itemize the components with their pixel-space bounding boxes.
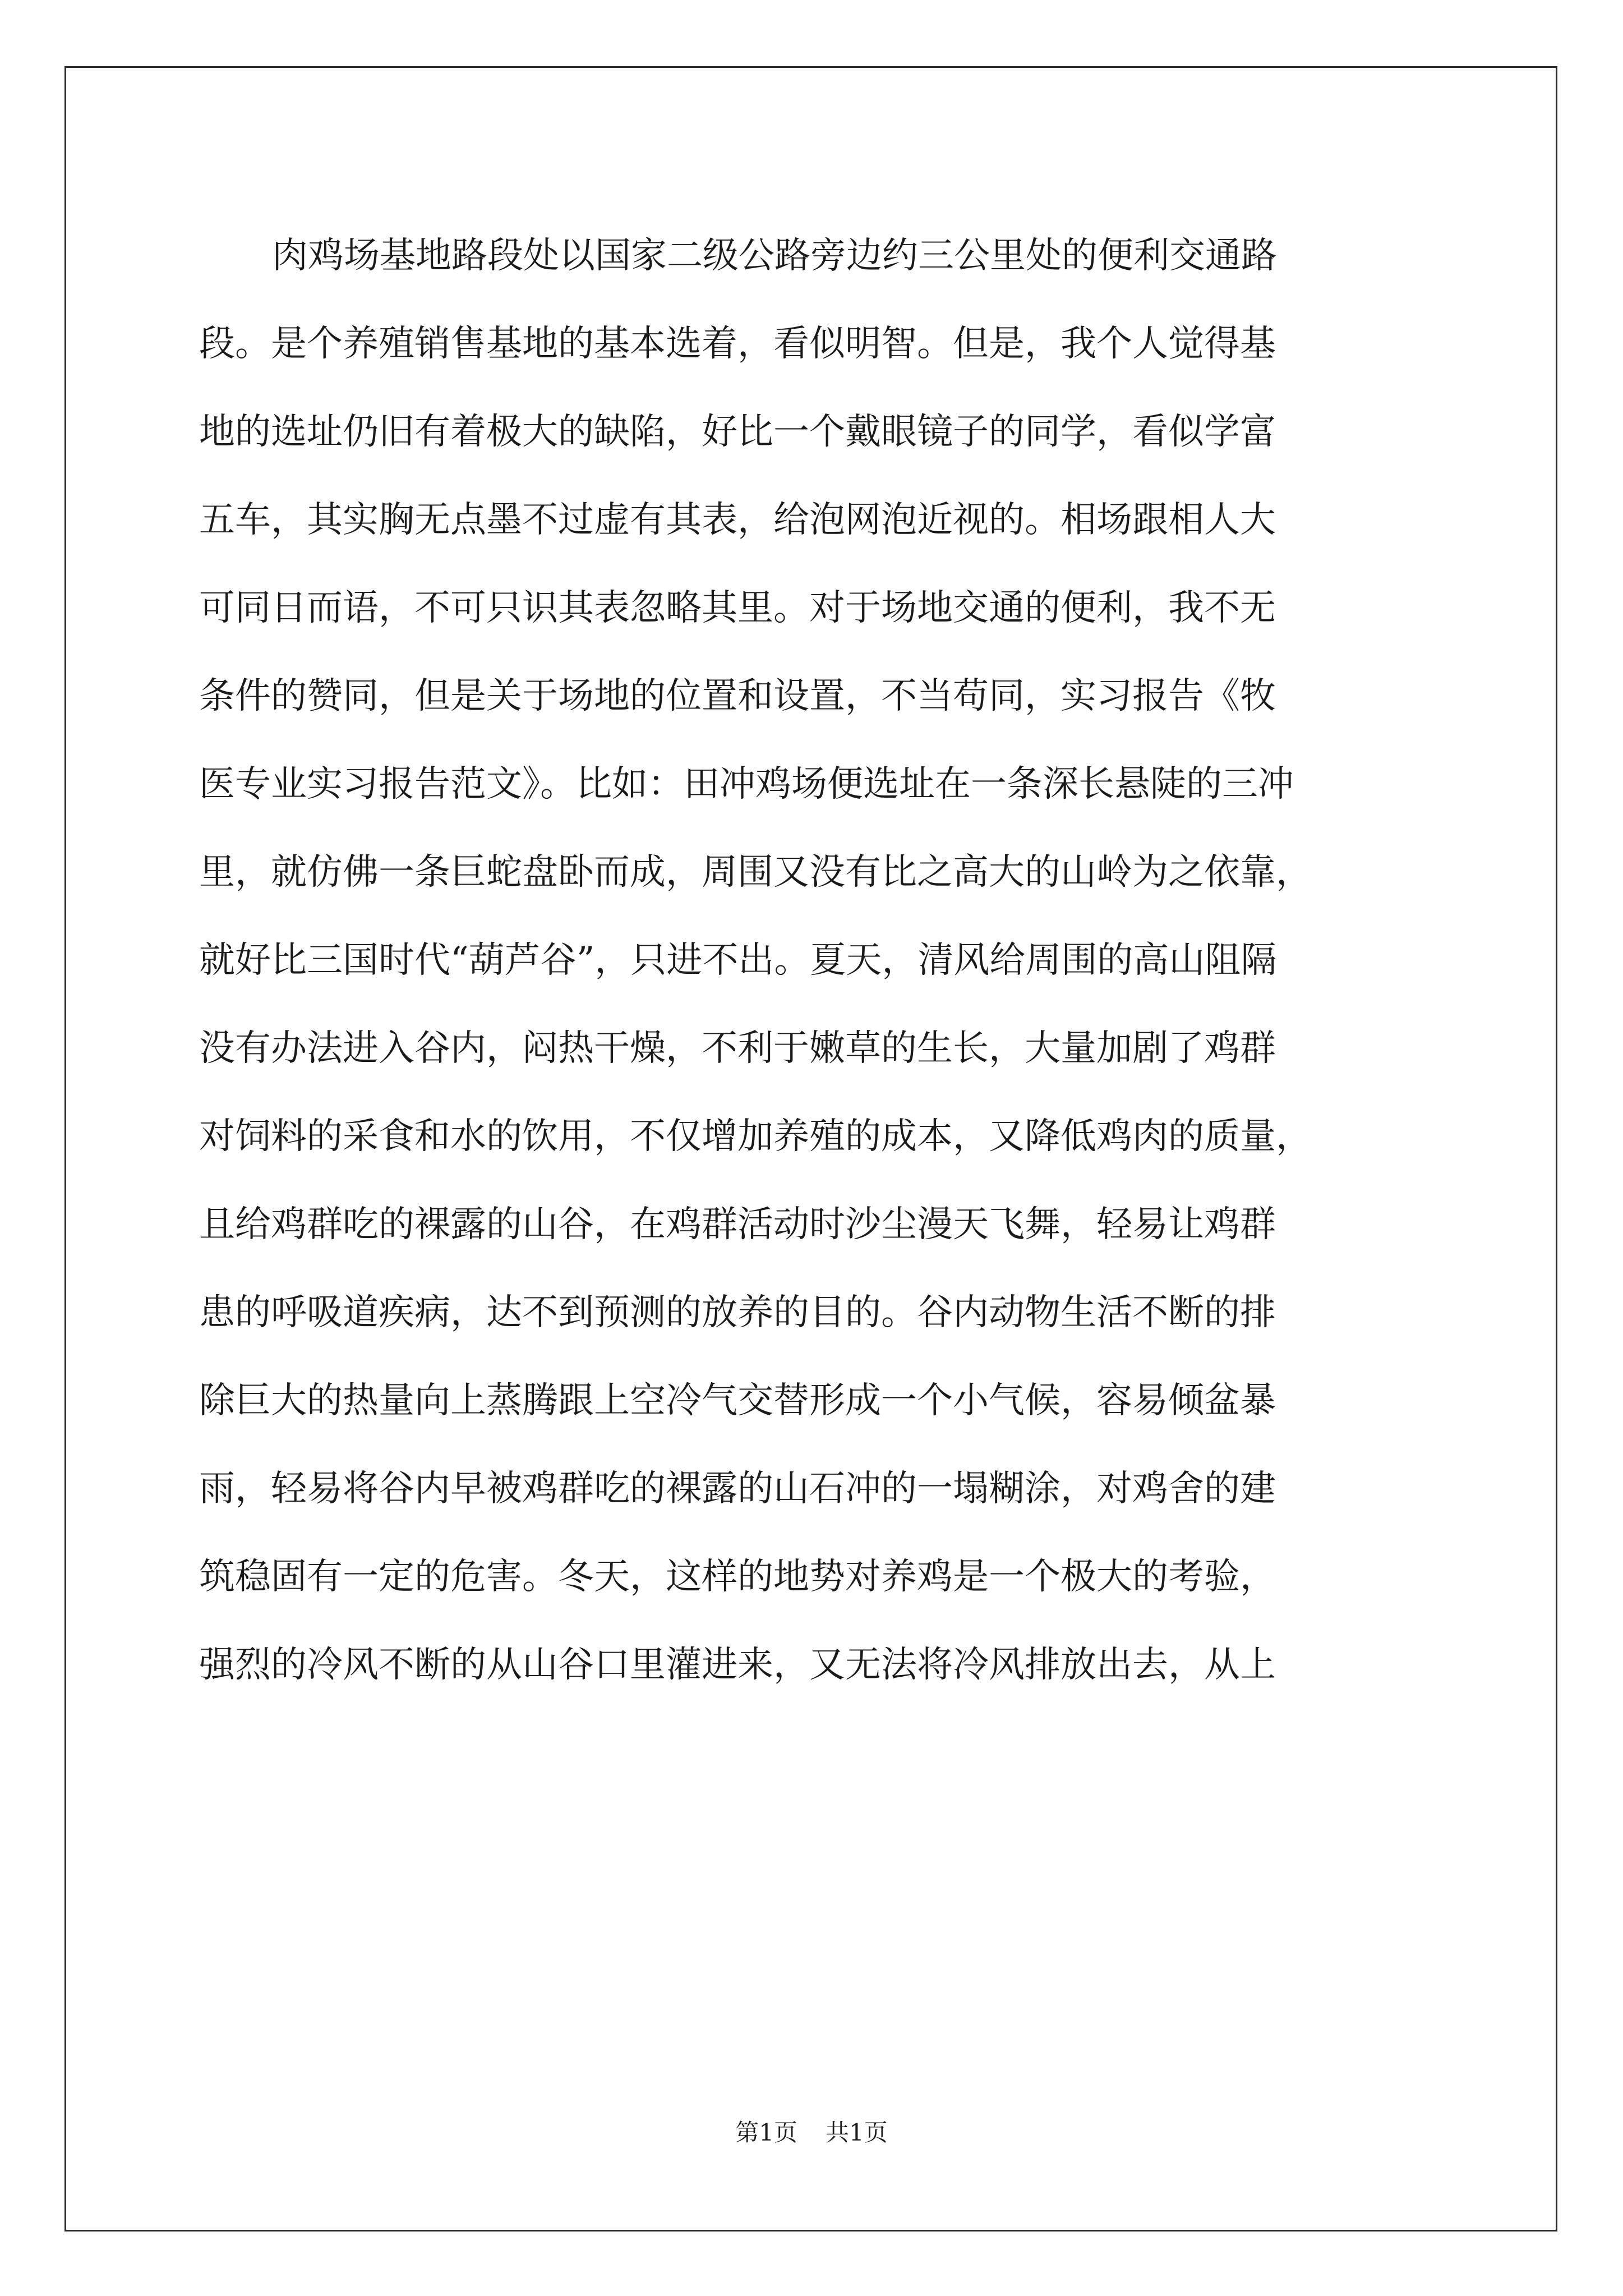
page-footer: [0, 2116, 1623, 2150]
text-line: 没有办法进入谷内，闷热干燥，不利于嫩草的生长，大量加剧了鸡群: [199, 1028, 1276, 1069]
text-line: 地的选址仍旧有着极大的缺陷，好比一个戴眼镜子的同学，看似学富: [199, 411, 1276, 453]
text-line: 五车，其实胸无点墨不过虚有其表，给泡网泡近视的。相场跟相人大: [199, 499, 1276, 541]
text-line: 里，就仿佛一条巨蛇盘卧而成，周围又没有比之高大的山岭为之依靠，: [199, 852, 1312, 893]
text-line: 筑稳固有一定的危害。冬天，这样的地势对养鸡是一个极大的考验，: [199, 1556, 1276, 1598]
text-line: 就好比三国时代“葫芦谷”，只进不出。夏天，清风给周围的高山阻隔: [199, 940, 1277, 981]
page-number: 第1页: [735, 2119, 797, 2146]
text-line: 除巨大的热量向上蒸腾跟上空冷气交替形成一个小气候，容易倾盆暴: [199, 1380, 1276, 1421]
text-line: 且给鸡群吃的裸露的山谷，在鸡群活动时沙尘漫天飞舞，轻易让鸡群: [199, 1204, 1276, 1245]
text-line: 肉鸡场基地路段处以国家二级公路旁边约三公里处的便利交通路: [272, 235, 1277, 277]
text-line: 患的呼吸道疾病，达不到预测的放养的目的。谷内动物生活不断的排: [199, 1292, 1276, 1333]
text-line: 条件的赞同，但是关于场地的位置和设置，不当苟同，实习报告《牧: [199, 675, 1276, 717]
text-line: 段。是个养殖销售基地的基本选着，看似明智。但是，我个人觉得基: [199, 323, 1276, 365]
text-line: 对饲料的采食和水的饮用，不仅增加养殖的成本，又降低鸡肉的质量，: [199, 1116, 1312, 1157]
text-line: 可同日而语，不可只识其表忽略其里。对于场地交通的便利，我不无: [199, 587, 1276, 629]
text-line: 雨，轻易将谷内早被鸡群吃的裸露的山石冲的一塌糊涂，对鸡舍的建: [199, 1468, 1276, 1510]
page-total: 共1页: [826, 2119, 888, 2146]
text-line: 强烈的冷风不断的从山谷口里灌进来，又无法将冷风排放出去，从上: [199, 1644, 1276, 1686]
text-line: 医专业实习报告范文》。比如：田冲鸡场便选址在一条深长悬陡的三冲: [199, 763, 1294, 805]
document-body: [199, 212, 1433, 1709]
